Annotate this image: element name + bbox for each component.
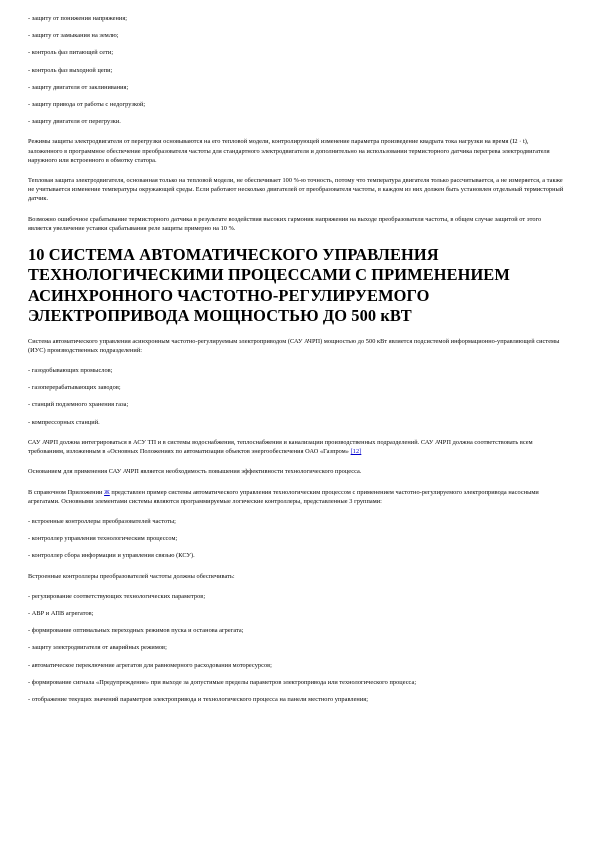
list-item: - регулирование соответствующих технологических параметров; bbox=[28, 592, 206, 600]
list-item: - автоматическое переключение агрегатов для равномерного расходования моторесурсов; bbox=[28, 661, 272, 669]
controller-list bbox=[28, 517, 564, 561]
list-item: - защиту от замыкания на землю; bbox=[28, 32, 119, 40]
list-item: - контроль фаз питающей сети; bbox=[28, 49, 114, 57]
list-item: - встроенные контроллеры преобразователей частоты; bbox=[28, 517, 176, 525]
integration-text: САУ АЧРП должна интегрироваться в АСУ ТП и в системы водоснабжения, теплоснабжения и канализации производственных подразделений. САУ АЧРП должна соответствовать всем требованиям, изложенным в «Основных Положениях по автоматизации объектов энергообеспечения ОАО «Газпром» bbox=[28, 438, 533, 456]
list-item: - контроллер управления технологическим процессом; bbox=[28, 535, 178, 543]
list-item: - защиту от понижения напряжения; bbox=[28, 15, 128, 22]
document-page bbox=[28, 14, 564, 704]
paragraph-basis: Основанием для применения САУ АЧРП является необходимость повышения эффективности технологического процесса. bbox=[28, 468, 362, 476]
list-item: - компрессорных станций. bbox=[28, 418, 100, 426]
list-item: - формирование сигнала «Предупреждение» при выходе за допустимые пределы параметров электропривода или технологического процесса; bbox=[28, 678, 417, 686]
paragraph-false-trip: Возможно ошибочное срабатывание термисторного датчика в результате воздействия высоких гармоник напряжения на выходе преобразователя частоты, в общем случае защитой от этого является увеличение уставки срабатывания реле защиты примерно на 10 %. bbox=[28, 215, 542, 232]
list-item: - АВР и АПВ агрегатов; bbox=[28, 609, 94, 617]
reference-link[interactable]: [12] bbox=[350, 448, 362, 456]
section-heading: 10 СИСТЕМА АВТОМАТИЧЕСКОГО УПРАВЛЕНИЯ ТЕХНОЛОГИЧЕСКИМИ ПРОЦЕССАМИ С ПРИМЕНЕНИЕМ АСИНХРОННОГО ЧАСТОТНО-РЕГУЛИРУЕМОГО ЭЛЕКТРОПРИВОДА МОЩНОСТЬЮ ДО 500 кВТ bbox=[28, 245, 510, 326]
paragraph-thermal: Тепловая защита электродвигателя, основанная только на тепловой модели, не обеспечивает 100 %-ю точность, потому что температура двигателя только рассчитывается, а не измеряется, а также не учитывается изменение температуры окружающей среды. Если работают несколько двигателей от преобразователя частоты, в каждом из них должен быть установлен отдельный термисторный датчик. bbox=[28, 177, 564, 203]
list-item: - защиту электродвигателя от аварийных режимов; bbox=[28, 644, 167, 652]
paragraph-overload: Режимы защиты электродвигателя от перегрузки основываются на его тепловой модели, контролирующей изменение параметра произведение квадрата тока нагрузки на время (I2 · t), заложенного в программное обеспечение преобразователя частоты для стандартного электродвигателя и дополнительно на использовании термисторного датчика перегрева электродвигателя наружного или встроенного в обмотку статора. bbox=[28, 138, 550, 164]
list-item: - защиту привода от работы с недогрузкой; bbox=[28, 101, 146, 109]
paragraph-must: Встроенные контроллеры преобразователей частоты должны обеспечивать: bbox=[28, 572, 235, 580]
appendix-link[interactable]: Ж bbox=[104, 488, 110, 496]
list-item: - защиту двигателя от перегрузки. bbox=[28, 118, 121, 126]
list-item: - станций подземного хранения газа; bbox=[28, 401, 129, 409]
list-item: - формирование оптимальных переходных режимов пуска и останова агрегата; bbox=[28, 627, 244, 635]
paragraph-integration bbox=[28, 438, 564, 456]
protection-list bbox=[28, 14, 564, 126]
appendix-text-post: представлен пример системы автоматического управления технологическим процессом с применением частотно-регулируемого электропривода насосными агрегатами. Основными элементами системы являются программируемые логические контроллеры, представленные 3 группами: bbox=[28, 488, 539, 505]
list-item: - контроль фаз выходной цепи; bbox=[28, 66, 113, 74]
appendix-text-pre: В справочном Приложении bbox=[28, 488, 105, 496]
list-item: - отображение текущих значений параметров электропривода и технологического процесса на панели местного управления; bbox=[28, 695, 369, 703]
function-list bbox=[28, 592, 564, 704]
list-item: - газоперерабатывающих заводов; bbox=[28, 384, 121, 392]
facility-list bbox=[28, 366, 564, 427]
list-item: - контроллер сбора информации и управления связью (КСУ). bbox=[28, 552, 195, 560]
paragraph-appendix bbox=[28, 488, 564, 506]
list-item: - газодобывающих промыслов; bbox=[28, 367, 113, 375]
list-item: - защиту двигателя от заклинивания; bbox=[28, 83, 129, 91]
paragraph-intro: Система автоматического управления асинхронным частотно-регулируемым электроприводом (САУ АЧРП) мощностью до 500 кВт является подсистемой информационно-управляющей системы (ИУС) производственных подразделений: bbox=[28, 337, 560, 354]
